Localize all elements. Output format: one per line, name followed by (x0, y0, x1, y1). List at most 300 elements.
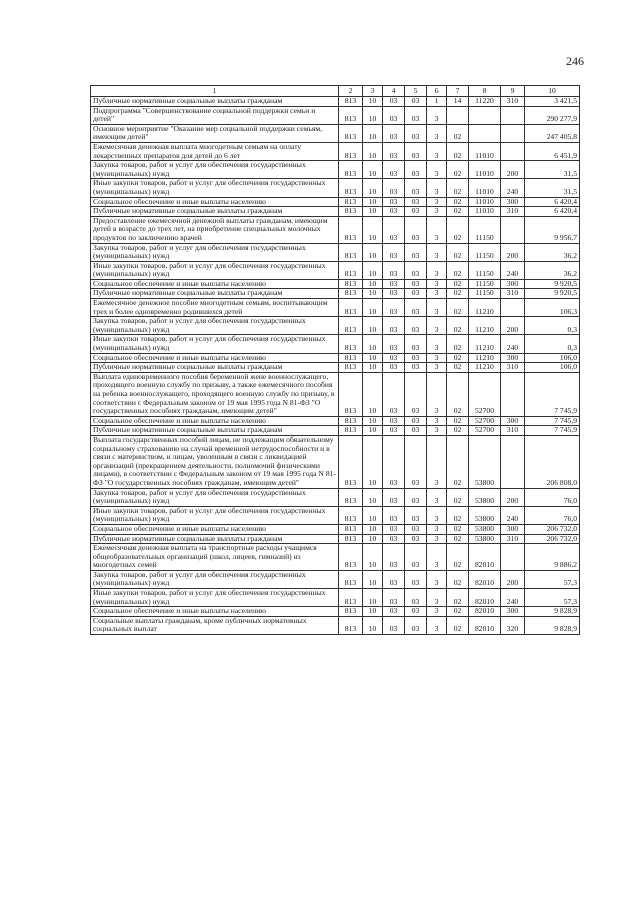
row-code-cell: 3 (427, 372, 447, 416)
row-code-cell: 10 (363, 197, 383, 207)
row-code-cell: 813 (339, 124, 363, 142)
row-code-cell: 3 (427, 216, 447, 243)
row-code-cell: 03 (383, 243, 405, 261)
row-name-cell: Иные закупки товаров, работ и услуг для обеспечения государственных (муниципальных) нужд (91, 261, 339, 279)
row-code-cell (501, 106, 525, 124)
row-name-cell: Социальное обеспечение и иные выплаты населению (91, 607, 339, 617)
row-code-cell: 3 (427, 261, 447, 279)
row-code-cell: 200 (501, 570, 525, 588)
row-code-cell: 200 (501, 317, 525, 335)
row-code-cell: 53800 (469, 488, 501, 506)
row-code-cell: 03 (405, 488, 427, 506)
row-code-cell: 53800 (469, 524, 501, 534)
row-code-cell: 10 (363, 106, 383, 124)
row-code-cell: 10 (363, 207, 383, 217)
row-code-cell: 310 (501, 534, 525, 544)
row-sum-cell: 57,3 (525, 570, 580, 588)
table-row (91, 534, 580, 544)
table-row (91, 197, 580, 207)
table-row (91, 426, 580, 436)
row-name-cell: Публичные нормативные социальные выплаты гражданам (91, 207, 339, 217)
row-code-cell: 03 (405, 506, 427, 524)
table-body (91, 97, 580, 635)
row-name-cell: Подпрограмма "Совершенствование социальной поддержки семьи и детей" (91, 106, 339, 124)
row-code-cell: 3 (427, 506, 447, 524)
table-row (91, 279, 580, 289)
row-name-cell: Иные закупки товаров, работ и услуг для обеспечения государственных (муниципальных) нужд (91, 179, 339, 197)
row-code-cell: 53800 (469, 534, 501, 544)
table-row (91, 544, 580, 571)
row-code-cell: 813 (339, 616, 363, 634)
row-code-cell: 3 (427, 534, 447, 544)
row-code-cell: 03 (383, 197, 405, 207)
row-code-cell: 11010 (469, 161, 501, 179)
row-code-cell: 03 (383, 570, 405, 588)
row-code-cell: 02 (447, 353, 469, 363)
row-code-cell: 02 (447, 161, 469, 179)
column-header: 1 (91, 86, 339, 97)
row-code-cell: 813 (339, 207, 363, 217)
row-code-cell (501, 435, 525, 488)
row-code-cell: 813 (339, 243, 363, 261)
row-sum-cell: 0,3 (525, 317, 580, 335)
row-code-cell (469, 124, 501, 142)
row-code-cell: 3 (427, 353, 447, 363)
row-code-cell: 813 (339, 279, 363, 289)
row-code-cell: 3 (427, 197, 447, 207)
row-code-cell: 3 (427, 279, 447, 289)
table-header-row (91, 86, 580, 97)
row-code-cell: 813 (339, 216, 363, 243)
row-code-cell: 03 (405, 589, 427, 607)
row-code-cell: 03 (383, 506, 405, 524)
row-code-cell: 3 (427, 335, 447, 353)
row-code-cell: 03 (405, 106, 427, 124)
row-code-cell: 03 (405, 524, 427, 534)
row-code-cell: 03 (383, 299, 405, 317)
row-sum-cell: 9 886,2 (525, 544, 580, 571)
row-code-cell: 02 (447, 363, 469, 373)
row-name-cell: Закупка товаров, работ и услуг для обеспечения государственных (муниципальных) нужд (91, 161, 339, 179)
row-code-cell: 03 (405, 179, 427, 197)
table-row (91, 435, 580, 488)
row-name-cell: Социальное обеспечение и иные выплаты населению (91, 197, 339, 207)
row-code-cell: 3 (427, 607, 447, 617)
table-row (91, 524, 580, 534)
row-code-cell: 53800 (469, 506, 501, 524)
row-code-cell: 03 (405, 161, 427, 179)
row-sum-cell: 9 956,7 (525, 216, 580, 243)
column-header: 2 (339, 86, 363, 97)
row-code-cell: 300 (501, 279, 525, 289)
table-row (91, 299, 580, 317)
row-code-cell: 02 (447, 179, 469, 197)
row-code-cell: 03 (405, 197, 427, 207)
table-row (91, 243, 580, 261)
row-code-cell: 03 (405, 289, 427, 299)
row-code-cell: 10 (363, 97, 383, 107)
row-sum-cell: 206 732,0 (525, 524, 580, 534)
table-row (91, 106, 580, 124)
row-code-cell: 02 (447, 488, 469, 506)
table-row (91, 289, 580, 299)
row-code-cell: 02 (447, 216, 469, 243)
row-code-cell: 10 (363, 544, 383, 571)
row-code-cell: 300 (501, 416, 525, 426)
row-code-cell: 02 (447, 207, 469, 217)
row-code-cell: 3 (427, 289, 447, 299)
row-code-cell: 03 (405, 435, 427, 488)
row-code-cell: 10 (363, 506, 383, 524)
row-code-cell: 03 (383, 216, 405, 243)
row-sum-cell: 57,3 (525, 589, 580, 607)
row-code-cell: 3 (427, 589, 447, 607)
row-name-cell: Ежемесячная денежная выплата многодетным семьям на оплату лекарственных препаратов для детей до 6 лет (91, 142, 339, 160)
row-code-cell: 03 (405, 299, 427, 317)
row-code-cell: 10 (363, 179, 383, 197)
row-sum-cell: 9 828,9 (525, 616, 580, 634)
row-sum-cell: 206 808,0 (525, 435, 580, 488)
row-code-cell: 03 (383, 97, 405, 107)
row-code-cell: 813 (339, 544, 363, 571)
row-code-cell: 03 (405, 317, 427, 335)
table-row (91, 616, 580, 634)
row-code-cell: 82010 (469, 570, 501, 588)
row-code-cell: 310 (501, 97, 525, 107)
row-code-cell: 03 (383, 279, 405, 289)
row-code-cell: 813 (339, 197, 363, 207)
row-name-cell: Выплата единовременного пособия беременной жене военнослужащего, проходящего военную службу по призыву, а также ежемесячного пособия на ребенка военнослужащего, проходящего военную службу по призыву, в соответствии с Федеральным законом от 19 мая 1995 года N 81-ФЗ "О государственных пособиях гражданам, имеющим детей" (91, 372, 339, 416)
row-code-cell: 813 (339, 488, 363, 506)
row-code-cell: 10 (363, 261, 383, 279)
row-code-cell: 3 (427, 243, 447, 261)
row-code-cell: 03 (405, 607, 427, 617)
row-code-cell: 3 (427, 426, 447, 436)
row-code-cell: 813 (339, 106, 363, 124)
row-code-cell: 813 (339, 534, 363, 544)
row-code-cell: 02 (447, 506, 469, 524)
row-code-cell: 813 (339, 97, 363, 107)
row-code-cell: 52700 (469, 372, 501, 416)
row-code-cell: 02 (447, 544, 469, 571)
row-code-cell: 03 (405, 616, 427, 634)
row-code-cell: 10 (363, 416, 383, 426)
row-code-cell: 10 (363, 363, 383, 373)
row-code-cell: 02 (447, 335, 469, 353)
row-code-cell: 02 (447, 124, 469, 142)
row-code-cell: 3 (427, 435, 447, 488)
row-code-cell: 10 (363, 279, 383, 289)
row-code-cell: 240 (501, 335, 525, 353)
row-name-cell: Публичные нормативные социальные выплаты гражданам (91, 289, 339, 299)
table-row (91, 570, 580, 588)
row-name-cell: Социальное обеспечение и иные выплаты населению (91, 353, 339, 363)
row-code-cell: 02 (447, 317, 469, 335)
row-code-cell: 03 (405, 416, 427, 426)
row-code-cell: 11010 (469, 179, 501, 197)
row-code-cell: 300 (501, 353, 525, 363)
row-code-cell: 11210 (469, 299, 501, 317)
row-code-cell: 11150 (469, 243, 501, 261)
row-code-cell: 02 (447, 607, 469, 617)
row-code-cell: 10 (363, 243, 383, 261)
row-code-cell: 03 (383, 353, 405, 363)
row-code-cell: 10 (363, 216, 383, 243)
page-number: 246 (566, 54, 584, 68)
row-name-cell: Ежемесячная денежная выплата на транспортные расходы учащимся общеобразовательных организаций (школ, лицеев, гимназий) из многодетных семей (91, 544, 339, 571)
row-code-cell: 240 (501, 179, 525, 197)
row-code-cell: 02 (447, 426, 469, 436)
column-header: 7 (447, 86, 469, 97)
row-code-cell: 03 (405, 534, 427, 544)
row-code-cell: 300 (501, 197, 525, 207)
row-code-cell: 3 (427, 142, 447, 160)
row-code-cell: 813 (339, 317, 363, 335)
row-code-cell: 03 (405, 142, 427, 160)
row-code-cell: 14 (447, 97, 469, 107)
row-code-cell: 3 (427, 363, 447, 373)
row-code-cell: 11150 (469, 261, 501, 279)
row-code-cell: 10 (363, 435, 383, 488)
row-code-cell: 02 (447, 372, 469, 416)
row-sum-cell: 3 421,5 (525, 97, 580, 107)
row-sum-cell: 106,0 (525, 363, 580, 373)
row-code-cell: 813 (339, 299, 363, 317)
row-code-cell: 10 (363, 570, 383, 588)
row-code-cell: 11210 (469, 363, 501, 373)
row-code-cell: 03 (383, 534, 405, 544)
row-code-cell: 310 (501, 289, 525, 299)
row-code-cell: 240 (501, 261, 525, 279)
row-sum-cell: 76,0 (525, 488, 580, 506)
row-code-cell: 813 (339, 161, 363, 179)
row-name-cell: Предоставление ежемесячной денежной выплаты гражданам, имеющим детей в возрасте до трех лет, на приобретение специальных молочных продуктов по заключению врачей (91, 216, 339, 243)
row-sum-cell: 106,0 (525, 353, 580, 363)
table-row (91, 335, 580, 353)
row-code-cell: 3 (427, 299, 447, 317)
column-header: 4 (383, 86, 405, 97)
row-code-cell: 02 (447, 279, 469, 289)
row-code-cell: 03 (405, 124, 427, 142)
row-code-cell: 310 (501, 426, 525, 436)
row-code-cell: 10 (363, 335, 383, 353)
row-code-cell: 813 (339, 261, 363, 279)
row-code-cell: 10 (363, 589, 383, 607)
row-code-cell: 300 (501, 524, 525, 534)
row-code-cell: 813 (339, 372, 363, 416)
row-code-cell: 11010 (469, 207, 501, 217)
row-code-cell: 02 (447, 299, 469, 317)
row-code-cell: 10 (363, 488, 383, 506)
row-code-cell: 02 (447, 435, 469, 488)
row-code-cell: 03 (405, 544, 427, 571)
row-code-cell: 10 (363, 299, 383, 317)
row-code-cell: 02 (447, 534, 469, 544)
row-sum-cell: 0,3 (525, 335, 580, 353)
row-code-cell: 11210 (469, 335, 501, 353)
row-code-cell: 3 (427, 124, 447, 142)
row-code-cell: 03 (383, 372, 405, 416)
row-code-cell: 03 (383, 589, 405, 607)
row-code-cell: 320 (501, 616, 525, 634)
row-name-cell: Публичные нормативные социальные выплаты гражданам (91, 363, 339, 373)
row-code-cell: 02 (447, 524, 469, 534)
row-sum-cell: 36,2 (525, 261, 580, 279)
row-sum-cell: 106,3 (525, 299, 580, 317)
row-code-cell: 813 (339, 506, 363, 524)
row-code-cell: 11220 (469, 97, 501, 107)
row-sum-cell: 31,5 (525, 161, 580, 179)
row-code-cell: 813 (339, 353, 363, 363)
row-code-cell: 1 (427, 97, 447, 107)
row-sum-cell: 290 277,9 (525, 106, 580, 124)
row-code-cell: 03 (405, 335, 427, 353)
row-sum-cell: 6 420,4 (525, 197, 580, 207)
row-code-cell: 03 (383, 435, 405, 488)
row-name-cell: Основное мероприятие "Оказание мер социальной поддержки семьям, имеющим детей" (91, 124, 339, 142)
row-code-cell: 3 (427, 161, 447, 179)
row-code-cell: 10 (363, 534, 383, 544)
table-row (91, 261, 580, 279)
row-code-cell: 813 (339, 335, 363, 353)
column-header: 10 (525, 86, 580, 97)
row-sum-cell: 9 920,5 (525, 289, 580, 299)
column-header: 8 (469, 86, 501, 97)
row-code-cell: 813 (339, 426, 363, 436)
table-row (91, 363, 580, 373)
row-code-cell: 813 (339, 179, 363, 197)
row-name-cell: Публичные нормативные социальные выплаты гражданам (91, 534, 339, 544)
row-code-cell: 02 (447, 589, 469, 607)
row-code-cell: 03 (383, 426, 405, 436)
row-code-cell: 02 (447, 416, 469, 426)
column-header: 3 (363, 86, 383, 97)
row-code-cell: 03 (405, 216, 427, 243)
row-name-cell: Социальное обеспечение и иные выплаты населению (91, 279, 339, 289)
column-header: 5 (405, 86, 427, 97)
row-code-cell: 03 (405, 243, 427, 261)
row-name-cell: Публичные нормативные социальные выплаты гражданам (91, 426, 339, 436)
row-code-cell: 3 (427, 488, 447, 506)
row-code-cell: 03 (383, 607, 405, 617)
row-name-cell: Закупка товаров, работ и услуг для обеспечения государственных (муниципальных) нужд (91, 243, 339, 261)
row-code-cell: 10 (363, 142, 383, 160)
row-code-cell: 11210 (469, 353, 501, 363)
row-code-cell: 813 (339, 570, 363, 588)
table-row (91, 506, 580, 524)
table-row (91, 589, 580, 607)
row-code-cell: 03 (405, 363, 427, 373)
row-code-cell: 813 (339, 607, 363, 617)
row-sum-cell: 6 451,9 (525, 142, 580, 160)
row-code-cell: 310 (501, 207, 525, 217)
row-code-cell: 03 (383, 335, 405, 353)
row-code-cell: 03 (405, 279, 427, 289)
row-code-cell: 813 (339, 289, 363, 299)
budget-table (90, 85, 580, 635)
row-code-cell: 11150 (469, 289, 501, 299)
row-code-cell: 813 (339, 142, 363, 160)
row-code-cell: 200 (501, 488, 525, 506)
row-code-cell: 03 (383, 179, 405, 197)
table-row (91, 372, 580, 416)
table-row (91, 161, 580, 179)
row-code-cell: 10 (363, 426, 383, 436)
row-code-cell: 240 (501, 589, 525, 607)
row-sum-cell: 9 828,9 (525, 607, 580, 617)
row-code-cell: 03 (383, 124, 405, 142)
row-sum-cell: 6 420,4 (525, 207, 580, 217)
row-code-cell: 11010 (469, 142, 501, 160)
row-code-cell: 02 (447, 616, 469, 634)
table-row (91, 607, 580, 617)
row-code-cell: 200 (501, 243, 525, 261)
row-code-cell: 52700 (469, 416, 501, 426)
row-code-cell: 03 (383, 317, 405, 335)
row-code-cell: 11210 (469, 317, 501, 335)
row-name-cell: Выплата государственных пособий лицам, не подлежащим обязательному социальному страхованию на случай временной нетрудоспособности и в связи с материнством, и лицам, уволенным в связи с ликвидацией организаций (прекращением деятельности, полномочий физическими лицами), в соответствии с Федеральным законом от 19 мая 1995 года N 81-ФЗ "О государственных пособиях гражданам, имеющим детей" (91, 435, 339, 488)
row-code-cell: 03 (383, 488, 405, 506)
row-code-cell: 82010 (469, 589, 501, 607)
column-header: 6 (427, 86, 447, 97)
row-code-cell: 10 (363, 161, 383, 179)
table-row (91, 124, 580, 142)
row-sum-cell: 7 745,9 (525, 372, 580, 416)
row-code-cell: 02 (447, 243, 469, 261)
row-code-cell (501, 142, 525, 160)
row-code-cell: 10 (363, 353, 383, 363)
row-code-cell: 03 (383, 524, 405, 534)
row-name-cell: Социальное обеспечение и иные выплаты населению (91, 416, 339, 426)
row-code-cell: 3 (427, 106, 447, 124)
row-code-cell: 03 (405, 207, 427, 217)
row-code-cell (501, 299, 525, 317)
row-code-cell: 10 (363, 616, 383, 634)
row-code-cell: 240 (501, 506, 525, 524)
row-code-cell: 02 (447, 570, 469, 588)
row-code-cell: 03 (383, 544, 405, 571)
row-name-cell: Публичные нормативные социальные выплаты гражданам (91, 97, 339, 107)
row-code-cell: 3 (427, 544, 447, 571)
row-code-cell: 03 (405, 570, 427, 588)
row-code-cell: 03 (383, 161, 405, 179)
row-code-cell: 11150 (469, 279, 501, 289)
table-row (91, 207, 580, 217)
row-code-cell (501, 124, 525, 142)
row-code-cell: 82010 (469, 544, 501, 571)
row-name-cell: Социальное обеспечение и иные выплаты населению (91, 524, 339, 534)
row-code-cell: 200 (501, 161, 525, 179)
row-sum-cell: 76,0 (525, 506, 580, 524)
row-code-cell: 3 (427, 179, 447, 197)
row-code-cell: 02 (447, 197, 469, 207)
row-code-cell: 03 (405, 97, 427, 107)
row-code-cell: 10 (363, 317, 383, 335)
table-row (91, 216, 580, 243)
row-code-cell: 3 (427, 616, 447, 634)
row-sum-cell: 31,5 (525, 179, 580, 197)
row-code-cell: 03 (383, 416, 405, 426)
table-row (91, 353, 580, 363)
row-code-cell (469, 106, 501, 124)
table-row (91, 97, 580, 107)
row-code-cell: 03 (405, 372, 427, 416)
row-code-cell: 10 (363, 372, 383, 416)
row-code-cell: 02 (447, 261, 469, 279)
row-code-cell (501, 372, 525, 416)
row-code-cell: 02 (447, 289, 469, 299)
row-code-cell: 03 (405, 426, 427, 436)
